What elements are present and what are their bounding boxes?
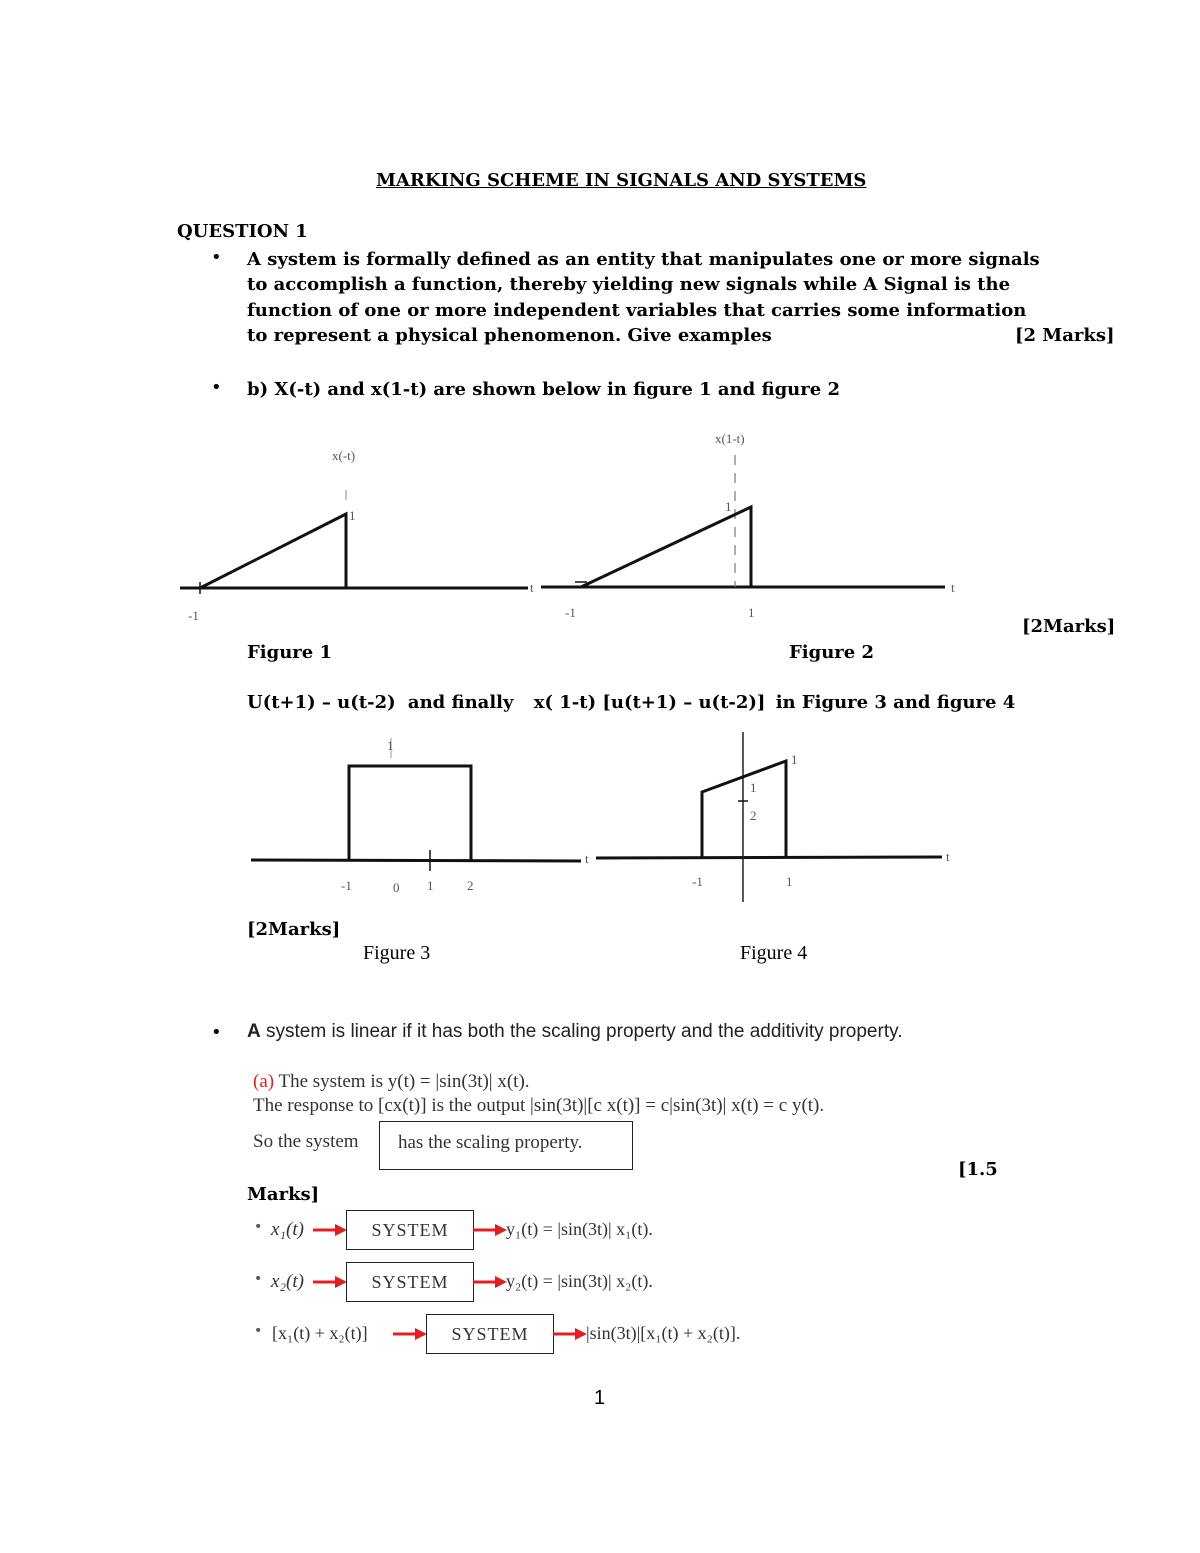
tick-label: 1: [786, 874, 793, 889]
system-label: SYSTEM: [451, 1324, 529, 1344]
step-expression: U(t+1) – u(t-2): [247, 692, 396, 713]
page-number: 1: [594, 1387, 606, 1409]
system-equation: The system is y(t) = |sin(3t)| x(t).: [274, 1071, 530, 1092]
bullet-icon: •: [211, 1022, 222, 1043]
tick-label-top: 1: [725, 499, 732, 514]
bullet-icon: •: [254, 1271, 263, 1287]
question-heading: QUESTION 1: [177, 221, 308, 242]
input-signal: [x₁(t) + x₂(t)]: [272, 1323, 368, 1343]
scaling-line-2: The response to [cx(t)] is the output |sin(3t)|[c x(t)] = c|sin(3t)| x(t) = c y(t).: [253, 1095, 825, 1116]
marks-label: Marks]: [247, 1184, 320, 1205]
ramp-signal: [200, 514, 346, 588]
tick-label-right: 1: [748, 605, 755, 620]
part-c-text: [247, 690, 1015, 715]
output-signal: |sin(3t)|[x₁(t) + x₂(t)].: [586, 1323, 741, 1343]
arrow-icon: [553, 1326, 587, 1342]
bullet-icon: •: [254, 1219, 263, 1235]
tick-label-top: 1: [387, 738, 394, 753]
system-block: [346, 1262, 474, 1302]
scaling-property-box: [379, 1121, 633, 1170]
ramp-signal: [581, 507, 751, 587]
linearity-statement: [247, 1021, 902, 1043]
marks-label: [2Marks]: [247, 919, 341, 940]
figure-2-caption: Figure 2: [789, 642, 875, 663]
tick-label-top: 1: [349, 508, 356, 523]
t-label: t: [946, 849, 950, 864]
tick-label: 2: [467, 878, 474, 893]
figure-reference: in Figure 3 and figure 4: [775, 692, 1016, 713]
arrow-icon: [473, 1274, 507, 1290]
bullet-icon: •: [254, 1323, 263, 1339]
tick-label: 0: [393, 880, 400, 895]
arrow-icon: [313, 1222, 347, 1238]
marks-label: [2 Marks]: [1015, 325, 1115, 346]
definition-line-1: A system is formally defined as an entity that manipulates one or more signals: [247, 249, 1040, 270]
marks-label: [2Marks]: [1022, 616, 1116, 637]
definition-line-2: to accomplish a function, thereby yielding new signals while A Signal is the: [247, 274, 1011, 295]
figure-1-caption: Figure 1: [247, 642, 333, 663]
input-signal: x₂(t): [271, 1271, 304, 1292]
bullet-icon: •: [211, 247, 222, 268]
y-axis-label: x(-t): [332, 448, 356, 463]
t-axis: [596, 857, 942, 858]
y-axis-label: x(1-t): [715, 431, 745, 446]
definition-line-3: function of one or more independent variables that carries some information: [247, 300, 1027, 321]
tick-label-left: -1: [565, 605, 576, 620]
arrow-icon: [393, 1326, 427, 1342]
figure-2-plot: [535, 425, 965, 630]
tick-label: -1: [692, 874, 703, 889]
tick-label: -1: [341, 878, 352, 893]
system-label: SYSTEM: [371, 1272, 449, 1292]
system-block: [426, 1314, 554, 1354]
t-label: t: [585, 851, 589, 866]
fraction-numerator: 1: [750, 780, 757, 795]
scaling-line-3-prefix: So the system: [253, 1131, 359, 1152]
figure-3-plot: [245, 728, 605, 903]
definition-line-4: to represent a physical phenomenon. Give examples: [247, 325, 772, 346]
arrow-icon: [473, 1222, 507, 1238]
arrow-icon: [313, 1274, 347, 1290]
input-signal: x₁(t): [271, 1219, 304, 1240]
t-axis: [251, 860, 581, 861]
fraction-denominator: 2: [750, 808, 757, 823]
bullet-icon: •: [211, 377, 222, 398]
system-block: [346, 1210, 474, 1250]
part-label: (a): [253, 1071, 275, 1092]
linearity-rest: system is linear if it has both the scaling property and the additivity property.: [260, 1021, 903, 1042]
part-b-text: b) X(-t) and x(1-t) are shown below in figure 1 and figure 2: [247, 379, 840, 400]
t-label: t: [951, 580, 955, 595]
rectangular-pulse: [349, 766, 471, 861]
output-signal: y₁(t) = |sin(3t)| x₁(t).: [506, 1219, 653, 1239]
linearity-first-word: A: [247, 1021, 261, 1042]
product-expression: x( 1-t) [u(t+1) – u(t-2)]: [533, 692, 766, 713]
marks-label: [1.5: [958, 1159, 998, 1180]
system-label: SYSTEM: [371, 1220, 449, 1240]
figure-1-plot: [170, 440, 540, 630]
figure-4-plot: [590, 728, 960, 906]
connector-text: and finally: [407, 692, 514, 713]
tick-label-left: -1: [188, 608, 199, 623]
tick-label: 1: [427, 878, 434, 893]
tick-label-top: 1: [791, 752, 798, 767]
scaling-line-1: [253, 1071, 530, 1093]
document-title: MARKING SCHEME IN SIGNALS AND SYSTEMS: [376, 170, 867, 191]
t-label: t: [530, 580, 534, 595]
scaling-property-text: has the scaling property.: [398, 1132, 583, 1153]
truncated-ramp: [702, 761, 786, 858]
output-signal: y₂(t) = |sin(3t)| x₂(t).: [506, 1271, 653, 1291]
figure-3-caption: Figure 3: [363, 942, 431, 964]
figure-4-caption: Figure 4: [740, 942, 808, 964]
